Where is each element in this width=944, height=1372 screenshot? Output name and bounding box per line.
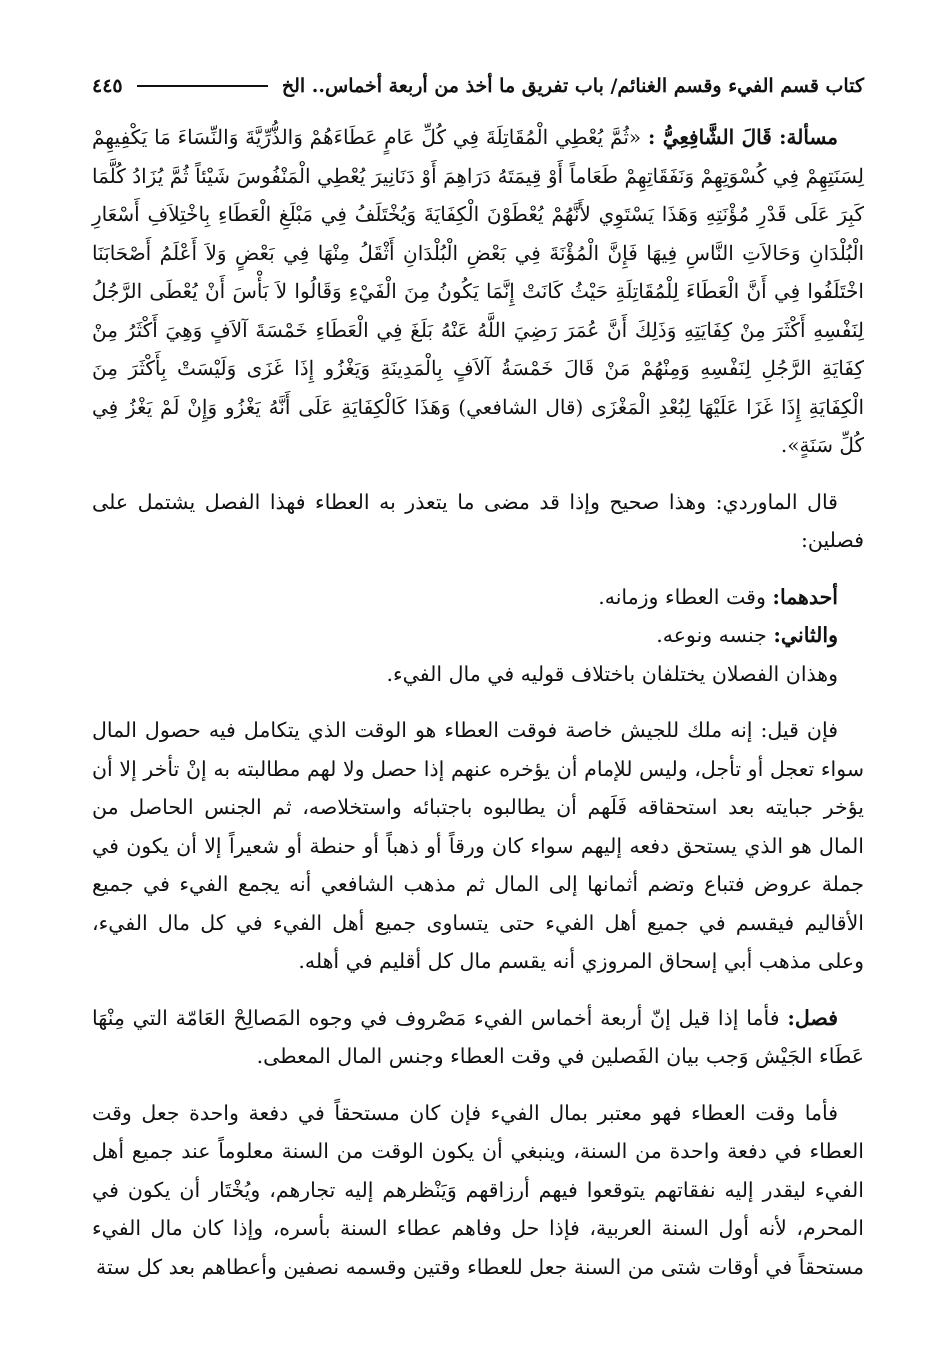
- mawardi-paragraph: قال الماوردي: وهذا صحيح وإذا قد مضى ما يتعذر به العطاء فهذا الفصل يشتمل على فصلين:: [92, 489, 864, 552]
- timing-paragraph: فأما وقت العطاء فهو معتبر بمال الفيء فإن كان مستحقاً في دفعة واحدة جعل وقت العطاء في دفعة واحدة من السنة، وينبغي أن يكون الوقت من السنة معلوماً عند جميع أهل الفيء ليقدر إليه نفقاتهم يتوقعوا فيهم أرزاقهم وَيَنْظرهم إليه تجارهم، ويُخْتَار أن يكون في المحرم، لأنه أول السنة العربية، فإذا حل وفاهم عطاء السنة بأسره، وإذا كان مال الفيء مستحقاً في أوقات شتى من السنة جعل للعطاء وقتين وقسمه نصفين وأعطاهم بعد كل ستة: [92, 1100, 865, 1279]
- fasl-paragraph: [92, 999, 864, 1076]
- first-section-line: [92, 578, 864, 617]
- masala-label: مسألة: قَالَ الشَّافِعِيُّ :: [647, 125, 838, 149]
- second-section-label: والثاني:: [773, 623, 838, 647]
- army-paragraph: فإن قيل: إنه ملك للجيش خاصة فوقت العطاء هو الوقت الذي يتكامل فيه حصول المال سواء تعجل أو تأجل، وليس للإمام أن يؤخره عنهم إذا حصل ولا لهم مطالبته به إنْ تأخر إلا أن يؤخر جبايته بعد استحقاقه فَلَهم أن يطالبوه باجتبائه واستخلاصه، ثم الجنس الحاصل من المال هو الذي يستحق دفعه إليهم سواء كان ورقاً أو ذهباً أو حنطة أو شعيراً إلا أن يكون في جملة عروض فتباع وتضم أثمانها إلى المال ثم مذهب الشافعي أنه يجمع الفيء في جميع الأقاليم فيقسم في جميع أهل الفيء حتى يتساوى جميع أهل الفيء في كل مال الفيء، وعلى مذهب أبي إسحاق المروزي أنه يقسم مال كل أقليم في أهله.: [92, 718, 864, 973]
- book-page: [92, 66, 864, 1286]
- sections-note: وهذان الفصلان يختلفان باختلاف قوليه في مال الفيء.: [386, 661, 838, 686]
- masala-text: «ثُمَّ يُعْطِي الْمُقَاتِلَةَ فِي كُلِّ عَامٍ عَطَاءَهُمْ وَالذُّرِّيَّةَ وَالنِّسَاءَ مَا يَكْفِيهِمْ لِسَنَتِهِمْ فِي كُسْوَتِهِمْ وَنَفَقَاتِهِمْ طَعَاماً أَوْ قِيمَتَهُ دَرَاهِمَ أَوْ دَنَانِيرَ يُعْطِي الْمَنْفُوسَ شَيْئاً ثُمَّ يُزَادُ كُلَّمَا كَبِرَ عَلَى قَدْرِ مُؤْنَتِهِ وَهَذَا يَسْتَوِي لأَنَّهُمْ يُعْطَوْنَ الْكِفَايَةَ وَيُخْتَلَفُ فِي مَبْلَغِ الْعَطَاءِ بِاخْتِلاَفِ أَسْعَارِ الْبُلْدَانِ وَحَالاَتِ النَّاسِ فِيهَا فَإِنَّ الْمُؤْنَةَ فِي بَعْضِ الْبُلْدَانِ أَثْقَلُ مِنْهَا فِي بَعْضٍ وَلاَ أَعْلَمُ أَصْحَابَنَا اخْتَلَفُوا فِي أَنَّ الْعَطَاءَ لِلْمُقَاتِلَةِ حَيْثُ كَانَتْ إِنَّمَا يَكُونُ مِنَ الْفَيْءِ وَقَالُوا لاَ بَأْسَ أَنْ يُعْطَى الرَّجُلُ لِنَفْسِهِ أَكْثَرَ مِنْ كِفَايَتِهِ وَذَلِكَ أَنَّ عُمَرَ رَضِيَ اللَّهُ عَنْهُ بَلَغَ فِي الْعَطَاءِ خَمْسَةَ آلاَفٍ وَهِيَ أَكْثَرُ مِنْ كِفَايَةِ الرَّجُلِ لِنَفْسِهِ وَمِنْهُمْ مَنْ قَالَ خَمْسَةُ آلاَفٍ بِالْمَدِينَةِ وَيَغْزُو إِذَا غَزَى وَلَيْسَتْ بِأَكْثَرَ مِنَ الْكِفَايَةِ إِذَا غَزَا عَلَيْهَا لِبُعْدِ الْمَغْزَى (قال الشافعي) وَهَذَا كَالْكِفَايَةِ عَلَى أَنَّهُ يَغْزُو وَإِنْ لَمْ يَغْزُ فِي كُلِّ سَنَةٍ».: [92, 125, 865, 457]
- fasl-label: فصل:: [787, 1005, 838, 1030]
- masala-paragraph: [92, 118, 864, 465]
- second-section-line: [92, 616, 864, 655]
- running-header: [92, 66, 864, 106]
- header-rule: [137, 85, 268, 87]
- first-section-text: وقت العطاء وزمانه.: [598, 584, 766, 609]
- first-section-label: أحدهما:: [772, 584, 838, 609]
- header-title: كتاب قسم الفيء وقسم الغنائم/ باب تفريق ما أخذ من أربعة أخماس.. الخ: [281, 75, 864, 97]
- second-section-text: جنسه ونوعه.: [656, 623, 767, 647]
- page-number: ٤٤٥: [92, 75, 123, 97]
- fasl-text: فأما إذا قيل إنّ أربعة أخماس الفيء مَصْروف في وجوه المَصالِحْ العَامّة التي مِنْهَا عَطَاء الجَيْش وَجب بيان الفَصلين في وقت العطاء وجنس المال المعطى.: [92, 1005, 864, 1068]
